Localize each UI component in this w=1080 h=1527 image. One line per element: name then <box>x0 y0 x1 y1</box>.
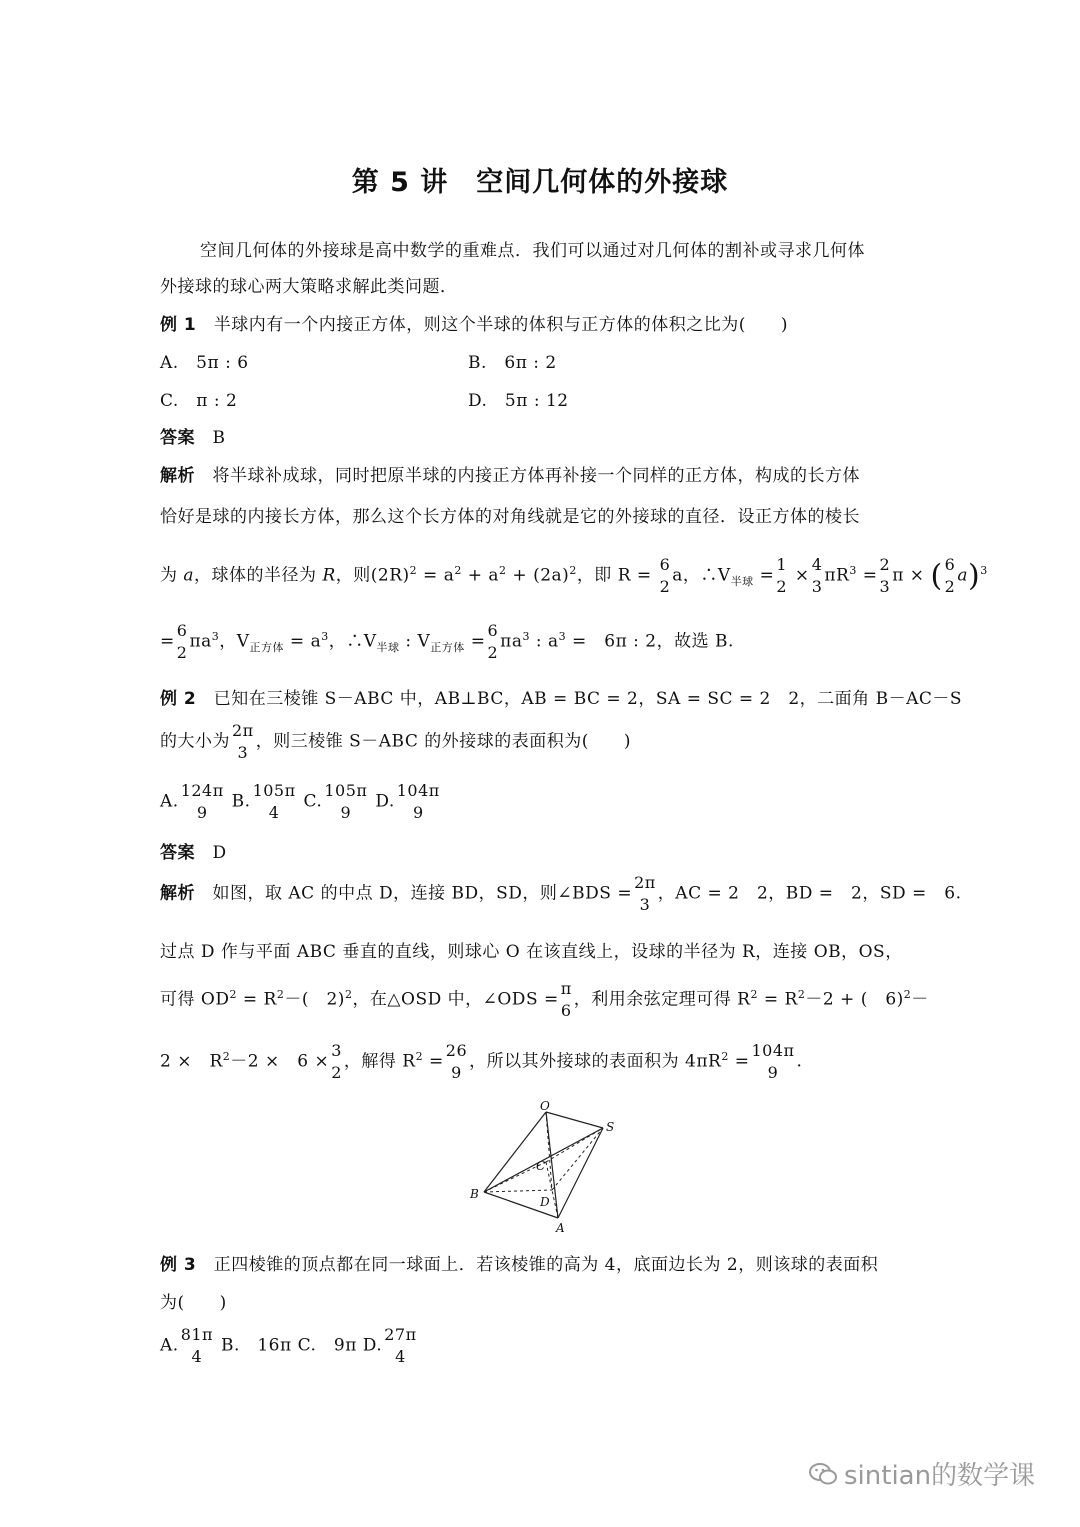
ex2-label: 例 2 <box>160 689 197 709</box>
ex1-option-b: B. 6π : 2 <box>468 353 557 373</box>
ex2-answer: 答案 D <box>160 843 227 863</box>
ex1-label: 例 1 <box>160 315 197 335</box>
watermark: sintian的数学课 <box>808 1455 1035 1492</box>
label-S: S <box>606 1120 615 1134</box>
ex2-analysis-2: 过点 D 作与平面 ABC 垂直的直线，则球心 O 在该直线上，设球的半径为 R，连接 OB，OS， <box>160 942 903 962</box>
intro-line-1: 空间几何体的外接球是高中数学的重难点．我们可以通过对几何体的割补或寻求几何体 <box>200 241 865 261</box>
ex1-option-c: C. π : 2 <box>160 391 238 411</box>
ex2-question-1: 例 2 已知在三棱锥 S－ABC 中，AB⊥BC，AB = BC = 2，SA = SC = 2 2，二面角 B－AC－S <box>160 689 963 709</box>
ex2-question-2: 的大小为 2π 3 ，则三棱锥 S－ABC 的外接球的表面积为( ) <box>160 721 632 762</box>
ex1-analysis-3: 为 a，球体的半径为 R，则$(2R)^2 = a^2 + a^2 + (2a)^2$，即 R = 6 2 a，$\therefore V_{半球}$ = 1 2 × 4 3 $\pi R^3$ = 2 3 π × ( 6 2 a)$^3$ <box>160 555 988 596</box>
ex3-label: 例 3 <box>160 1255 197 1275</box>
ex2-analysis-4: 2 × $R^2-2$ × 6 × 3 2 ，解得 $R^2$ = 26 9 ，所以其外接球的表面积为 $4\pi R^2$ = 104π 9 . <box>160 1041 803 1082</box>
ex1-question: 例 1 半球内有一个内接正方体，则这个半球的体积与正方体的体积之比为( ) <box>160 315 789 335</box>
ex2-options: A. 124π 9 B. 105π 4 C. 105π 9 D. 104π 9 <box>160 781 440 822</box>
ex1-analysis-2: 恰好是球的内接长方体，那么这个长方体的对角线就是它的外接球的直径．设正方体的棱长 <box>160 507 860 527</box>
label-O: O <box>540 1099 550 1113</box>
ex1-answer: 答案 B <box>160 428 226 448</box>
ex3-question-2: 为( ) <box>160 1293 227 1313</box>
ex1-analysis-4: = 6 2 $\pi a^3$，$V_{正方体} = a^3$，$\therefore V_{半球}$ : $V_{正方体}$ = 6 2 $\pi a^3$ : $a^3$ = 6π : 2，故选 B. <box>160 621 734 662</box>
wechat-icon <box>808 1461 838 1487</box>
edge-BD <box>484 1190 552 1192</box>
ex2-analysis-3: 可得 $OD^2 = R^2-$( 2)$^2$，在△OSD 中，∠ODS = π 6 ，利用余弦定理可得 $R^2 = R^2-2$ + ( 6)$^2$－ <box>160 979 929 1020</box>
ex1-analysis-1: 解析 将半球补成球，同时把原半球的内接正方体再补接一个同样的正方体，构成的长方体 <box>160 466 860 486</box>
label-A: A <box>556 1221 565 1235</box>
ex2-analysis-1: 解析 如图，取 AC 的中点 D，连接 BD，SD，则∠BDS = 2π 3 ，AC = 2 2，BD = 2，SD = 6. <box>160 873 962 914</box>
edge-AS <box>558 1128 603 1218</box>
edge-BO <box>484 1112 546 1192</box>
page-title: 第 5 讲 空间几何体的外接球 <box>351 167 729 198</box>
ex1-option-d: D. 5π : 12 <box>468 391 569 411</box>
edge-DS <box>552 1128 603 1190</box>
label-B: B <box>470 1187 479 1201</box>
ex1-option-a: A. 5π : 6 <box>160 353 249 373</box>
pyramid-figure <box>460 1098 630 1238</box>
label-C: C <box>536 1159 546 1173</box>
ex3-question-1: 例 3 正四棱锥的顶点都在同一球面上．若该棱锥的高为 4，底面边长为 2，则该球的表面积 <box>160 1255 879 1275</box>
ex3-options: A. 81π 4 B. 16π C. 9π D. 27π 4 <box>160 1325 417 1366</box>
label-D: D <box>540 1195 550 1209</box>
intro-line-2: 外接球的球心两大策略求解此类问题． <box>160 277 458 297</box>
edge-OS <box>546 1112 603 1128</box>
